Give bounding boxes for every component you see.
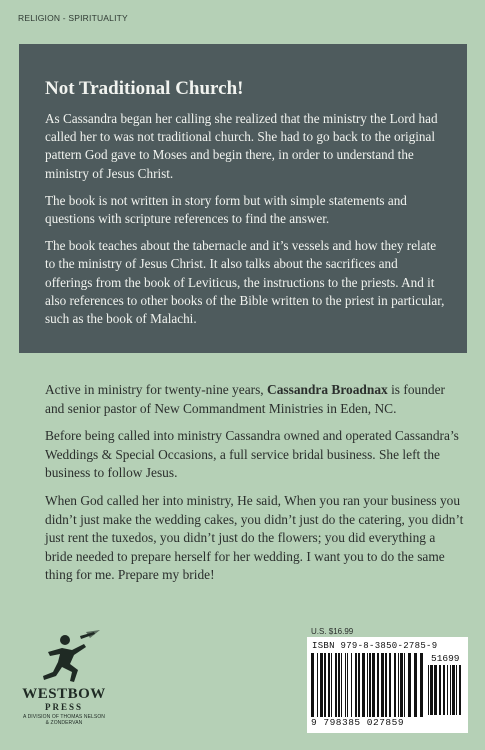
bio-paragraph-1 <box>45 381 465 418</box>
barcode-bar <box>331 653 332 717</box>
barcode-bar <box>351 653 352 717</box>
barcode-bar <box>430 665 433 715</box>
bio-paragraph-2: Before being called into ministry Cassandra owned and operated Cassandra’s Weddings & Special Occasions, a full service bridal business. She left the business to follow Jesus. <box>45 428 459 481</box>
barcode-bar <box>377 653 379 717</box>
author-name: Cassandra Broadnax <box>267 382 388 397</box>
barcode-bar <box>394 653 396 717</box>
panel-paragraph-3: The book teaches about the tabernacle and it’s vessels and how they relate to the ministry of Jesus Christ. It also talks about the sacrifices and offerings from the book of Leviticus, the instructions to the priests. And it also references to other books of the Bible written to the priest in particular, such as the book of Malachi. <box>45 238 445 327</box>
bio-intro-rest: is founder and senior pastor of New Commandment Ministries in Eden, NC. <box>45 382 446 416</box>
barcode-digits: 9 798385 027859 <box>311 717 405 728</box>
barcode-bar <box>311 653 314 717</box>
barcode-bar <box>452 665 455 715</box>
barcode-bar <box>381 653 384 717</box>
barcode-bar <box>367 653 368 717</box>
barcode <box>307 637 468 733</box>
barcode-bar <box>439 665 441 715</box>
barcode-bar <box>450 665 451 715</box>
barcode-bar <box>369 653 371 717</box>
panel-paragraph-2: The book is not written in story form but with simple statements and questions with scripture references to find the answer. <box>45 192 407 227</box>
isbn-label: ISBN 979-8-3850-2785-9 <box>312 641 438 651</box>
bio-paragraph-3: When God called her into ministry, He said, When you ran your business you didn’t just make the wedding cakes, you didn’t just do the catering, you didn’t just rent the tuxedos, you didn’t just do the flowers; you did everything a bride needed to prepare herself for her wedding. I want you to do the same thing for me. Prepare my bride! <box>45 492 464 583</box>
publisher-logo <box>14 628 114 738</box>
barcode-bar <box>420 653 423 717</box>
barcode-bar <box>398 653 399 717</box>
publisher-press: PRESS <box>44 702 83 712</box>
author-bio <box>45 381 465 594</box>
barcode-bar <box>389 653 391 717</box>
barcode-bar <box>347 653 348 717</box>
barcode-bar <box>404 653 405 717</box>
barcode-bar <box>414 653 417 717</box>
division-line-1: A DIVISION OF THOMAS NELSON <box>22 714 106 720</box>
barcode-bar <box>443 665 445 715</box>
panel-heading: Not Traditional Church! <box>45 78 244 99</box>
barcode-bar <box>447 665 448 715</box>
barcode-bar <box>434 665 437 715</box>
barcode-bar <box>400 653 403 717</box>
barcode-bar <box>338 653 340 717</box>
barcode-bars <box>311 653 425 717</box>
barcode-bar <box>341 653 342 717</box>
price-label: U.S. $16.99 <box>311 627 354 636</box>
add-on-bars <box>428 665 464 715</box>
barcode-bar <box>408 653 411 717</box>
barcode-bar <box>320 653 323 717</box>
barcode-bar <box>459 665 461 715</box>
division-line-2: & ZONDERVAN <box>45 720 83 726</box>
barcode-bar <box>385 653 387 717</box>
barcode-bar <box>372 653 375 717</box>
barcode-bar <box>328 653 330 717</box>
bio-intro: Active in ministry for twenty-nine years, <box>45 382 264 397</box>
barcode-bar <box>345 653 346 717</box>
publisher-name: WESTBOW <box>22 686 106 702</box>
publisher-division <box>14 714 114 726</box>
barcode-bar <box>358 653 360 717</box>
barcode-bar <box>317 653 318 717</box>
barcode-bar <box>335 653 337 717</box>
barcode-bar <box>456 665 457 715</box>
description-panel <box>19 44 467 353</box>
add-on-number: 51699 <box>431 653 460 664</box>
barcode-bar <box>362 653 365 717</box>
barcode-bar <box>428 665 429 715</box>
category-label: RELIGION - SPIRITUALITY <box>18 13 128 23</box>
panel-paragraph-1: As Cassandra began her calling she realized that the ministry the Lord had called her to was not traditional church. She had to go back to the original pattern God gave to Moses and begin there, in order to understand the ministry of Jesus Christ. <box>45 111 438 181</box>
runner-icon <box>14 628 114 686</box>
barcode-bar <box>355 653 357 717</box>
barcode-bar <box>324 653 326 717</box>
